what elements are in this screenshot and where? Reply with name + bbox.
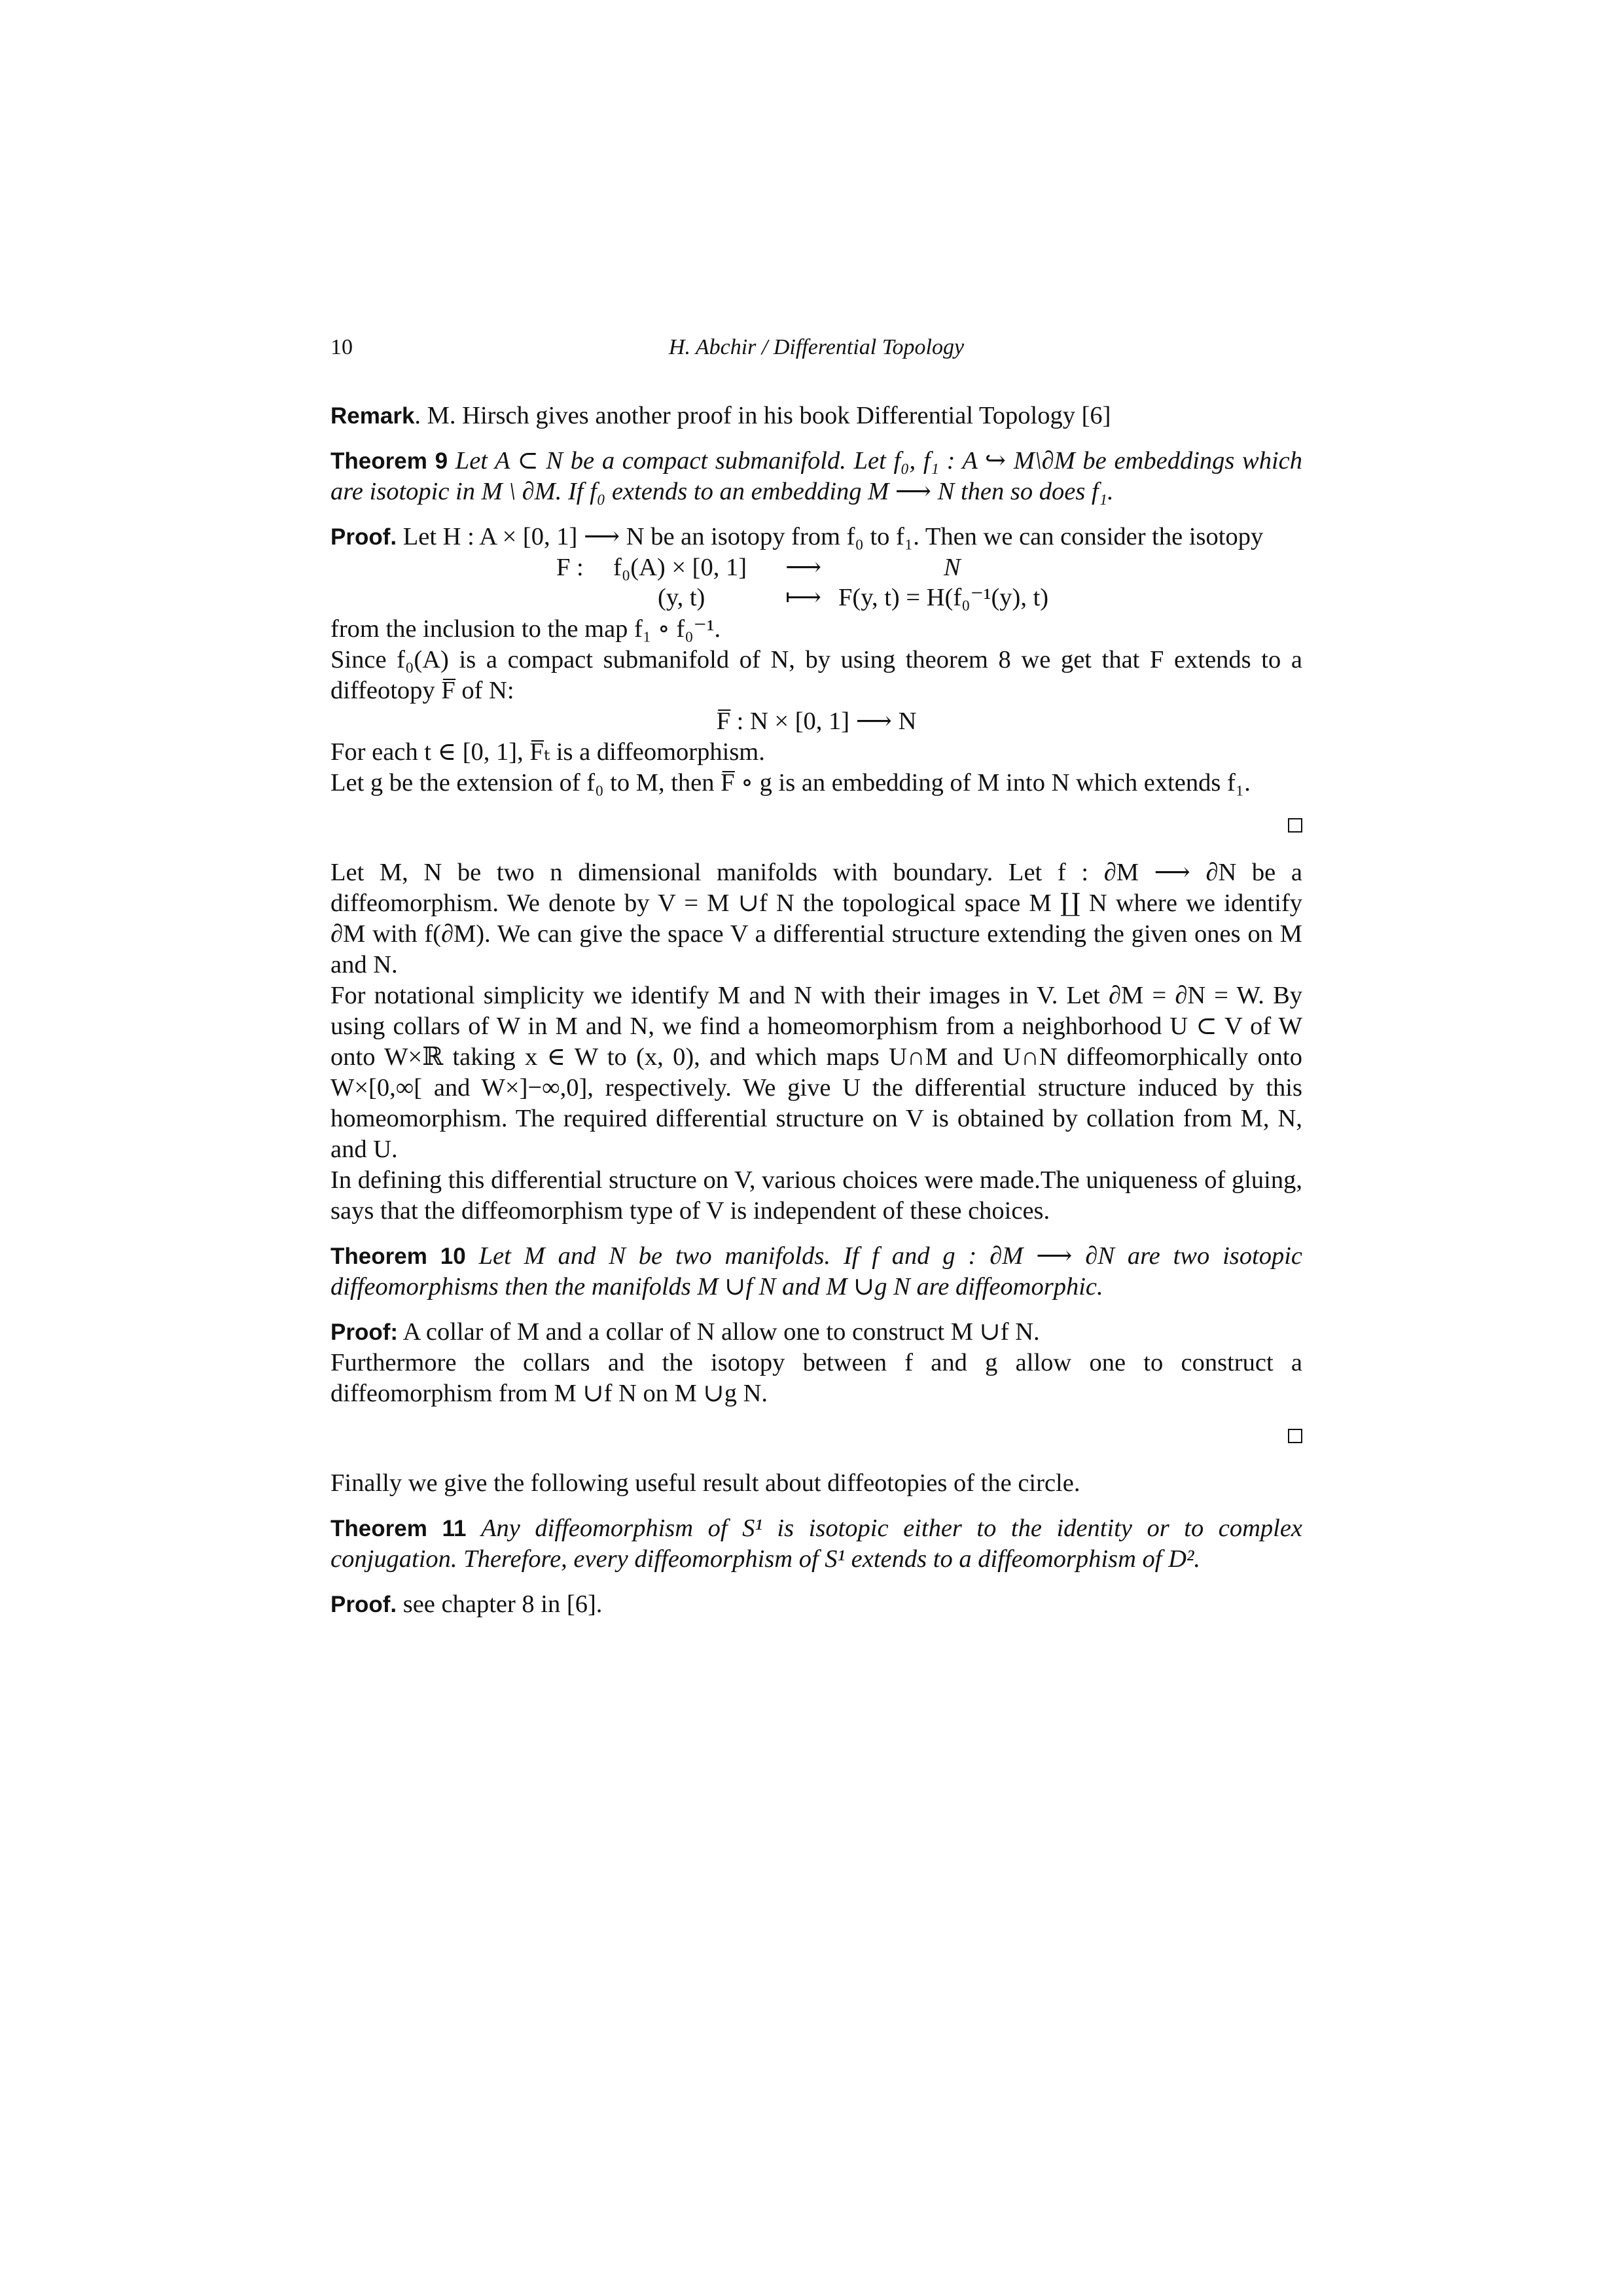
gluing-paragraph-3: In defining this differential structure on V, various choices were made.The uniqueness of gluing, says that the diffeomorphism type of V is independent of these choices.: [330, 1166, 1302, 1225]
display-domain: f₀(A) × [0, 1]: [613, 554, 747, 581]
proof-9-text: Let H : A × [0, 1] ⟶ N be an isotopy from f₀ to f₁. Then we can consider the isotopy: [402, 523, 1264, 550]
running-head: H. Abchir / Differential Topology: [668, 335, 965, 359]
theorem-9-statement: Let A ⊂ N be a compact submanifold. Let f₀, f₁ : A ↪ M\∂M be embeddings which are isotopic in M \ ∂M. If f₀ extends to an embedding M ⟶ N then so does f₁.: [330, 447, 1303, 505]
theorem-11: [330, 1513, 1302, 1575]
display-map-name: F :: [556, 554, 584, 581]
proof-11-text: see chapter 8 in [6].: [402, 1590, 603, 1618]
remark-label: Remark: [330, 403, 415, 429]
gluing-paragraph-2: For notational simplicity we identify M and N with their images in V. Let ∂M = ∂N = W. By using collars of W in M and N, we find a homeomorphism from a neighborhood U ⊂ V of W onto W×ℝ taking x ∈ W to (x, 0), and which maps U∩M and U∩N diffeomorphically onto W×[0,∞[ and W×]−∞,0], respectively. We give U the differential structure induced by this homeomorphism. The required differential structure on V is obtained by collation from M, N, and U.: [330, 982, 1302, 1163]
page-body: [330, 401, 1302, 1620]
proof-10: [330, 1317, 1302, 1348]
remark-text: . M. Hirsch gives another proof in his book Differential Topology [6]: [414, 402, 1111, 429]
theorem-11-statement: Any diffeomorphism of S¹ is isotopic either to the identity or to complex conjugation. Therefore, every diffeomorphism of S¹ extends to a diffeomorphism of D².: [330, 1515, 1302, 1573]
proof-9-intro: [330, 522, 1302, 552]
theorem-10-label: Theorem 10: [330, 1244, 466, 1269]
theorem-9-label: Theorem 9: [330, 448, 448, 474]
theorem-9: [330, 446, 1302, 507]
display-arrow-2: ⟼: [785, 584, 822, 611]
diffeotopy-equation: F̅ : N × [0, 1] ⟶ N: [716, 708, 917, 735]
qed-row-1: [330, 798, 1302, 857]
theorem-10-statement: Let M and N be two manifolds. If f and g : ∂M ⟶ ∂N are two isotopic diffeomorphisms then the manifolds M ∪f N and M ∪g N are diffeomorphic.: [330, 1242, 1303, 1300]
page-number: 10: [330, 335, 353, 359]
display-image: F(y, t) = H(f₀⁻¹(y), t): [838, 584, 1049, 611]
proof-11-label: Proof.: [330, 1592, 397, 1617]
proof-10-label: Proof:: [330, 1319, 399, 1345]
proof-9-label: Proof.: [330, 524, 397, 550]
gluing-paragraph-1: Let M, N be two n dimensional manifolds with boundary. Let f : ∂M ⟶ ∂N be a diffeomorphism. We denote by V = M ∪f N the topological space M ∐ N where we identify ∂M with f(∂M). We can give the space V a differential structure extending the given ones on M and N.: [330, 859, 1302, 978]
qed-square-icon: [1288, 818, 1302, 833]
proof-10-text: A collar of M and a collar of N allow one to construct M ∪f N.: [402, 1318, 1040, 1346]
display-arrow-1: ⟶: [785, 554, 822, 581]
isotopy-display: [330, 552, 1302, 614]
qed-row-2: [330, 1409, 1302, 1468]
finally-paragraph: Finally we give the following useful result about diffeotopies of the circle.: [330, 1469, 1080, 1497]
proof-11: [330, 1589, 1302, 1620]
theorem-10: [330, 1241, 1302, 1302]
theorem-11-label: Theorem 11: [330, 1516, 467, 1541]
proof-9-for-each: For each t ∈ [0, 1], F̅ₜ is a diffeomorphism.: [330, 738, 765, 766]
display-codomain: N: [944, 554, 961, 581]
qed-square-icon: [1288, 1429, 1302, 1443]
page-header: [330, 335, 1302, 368]
display-element: (y, t): [658, 584, 705, 611]
proof-9-let-g: Let g be the extension of f₀ to M, then F̅ ∘ g is an embedding of M into N which extends f₁.: [330, 769, 1251, 797]
proof-10-text-2: Furthermore the collars and the isotopy between f and g allow one to construct a diffeomorphism from M ∪f N on M ∪g N.: [330, 1349, 1302, 1407]
remark-paragraph: [330, 401, 1302, 431]
proof-9-since: Since f₀(A) is a compact submanifold of N, by using theorem 8 we get that F extends to a diffeotopy F̅ of N:: [330, 646, 1302, 704]
proof-9-after-display: from the inclusion to the map f₁ ∘ f₀⁻¹.: [330, 615, 721, 643]
